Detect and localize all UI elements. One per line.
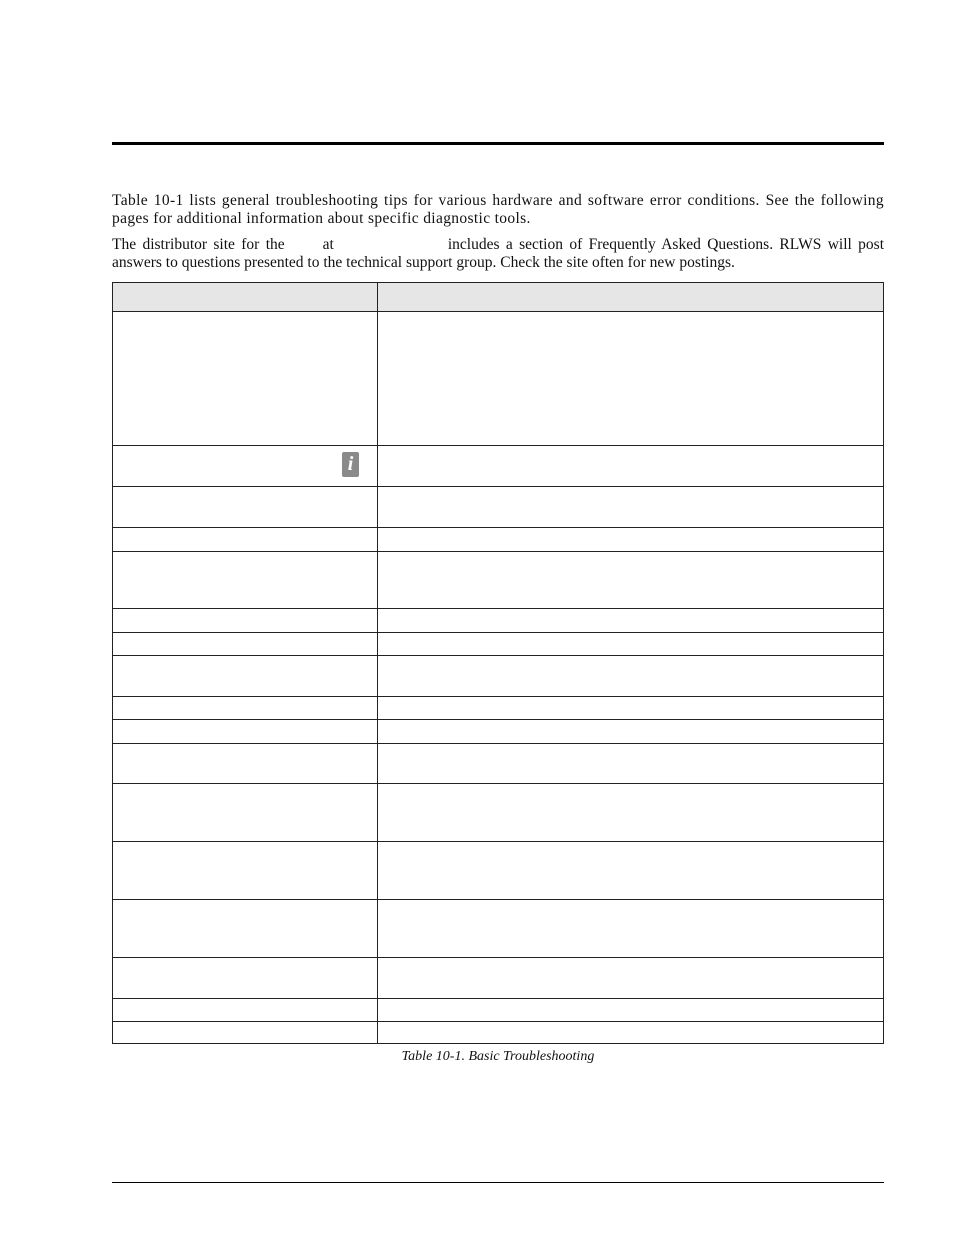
info-icon: i [342, 452, 359, 477]
problem-cell [113, 957, 378, 998]
solution-cell [378, 551, 884, 608]
solution-cell [378, 487, 884, 527]
table-row [113, 312, 884, 446]
problem-cell [113, 842, 378, 899]
table-row [113, 446, 884, 487]
problem-cell [113, 899, 378, 957]
problem-cell [113, 784, 378, 842]
table-row [113, 632, 884, 655]
problem-cell [113, 551, 378, 608]
intro-paragraph-1: Table 10-1 lists general troubleshooting tips for various hardware and software error conditions. See the following pages for additional information about specific diagnostic tools. [112, 192, 884, 227]
solution-cell [378, 998, 884, 1021]
table-caption: Table 10-1. Basic Troubleshooting [401, 1049, 595, 1064]
table-row [113, 842, 884, 899]
header-cell-problem [113, 283, 378, 312]
table-row [113, 697, 884, 720]
solution-cell [378, 720, 884, 744]
solution-cell [378, 312, 884, 446]
intro-paragraph-2-part-2: at [322, 236, 334, 253]
problem-cell [113, 697, 378, 720]
table-row [113, 527, 884, 551]
solution-cell [378, 1021, 884, 1043]
table-row [113, 720, 884, 744]
table-row [113, 998, 884, 1021]
solution-cell [378, 842, 884, 899]
problem-cell [113, 744, 378, 784]
solution-cell [378, 446, 884, 487]
table-row [113, 655, 884, 696]
header-cell-solution [378, 283, 884, 312]
problem-cell [113, 487, 378, 527]
solution-cell [378, 608, 884, 632]
solution-cell [378, 744, 884, 784]
bottom-rule [112, 1182, 884, 1183]
troubleshooting-table [112, 282, 884, 1044]
solution-cell [378, 899, 884, 957]
table-row [113, 784, 884, 842]
intro-paragraph-2-part-1: The distributor site for the [112, 236, 285, 253]
table-row [113, 1021, 884, 1043]
solution-cell [378, 632, 884, 655]
problem-cell [113, 527, 378, 551]
problem-cell [113, 632, 378, 655]
table-row [113, 551, 884, 608]
solution-cell [378, 527, 884, 551]
table-row [113, 957, 884, 998]
problem-cell [113, 655, 378, 696]
problem-cell [113, 1021, 378, 1043]
table-row [113, 899, 884, 957]
solution-cell [378, 697, 884, 720]
intro-paragraph-2 [112, 236, 884, 272]
problem-cell [113, 312, 378, 446]
problem-cell [113, 720, 378, 744]
top-rule [112, 142, 884, 145]
table-header-row [113, 283, 884, 312]
intro-paragraph-2-part-3: includes a section of Frequently Asked Questions. RLWS will post answers to questions presented to the technical support group. Check the site often for new postings. [112, 236, 884, 271]
solution-cell [378, 784, 884, 842]
solution-cell [378, 957, 884, 998]
table-row [113, 487, 884, 527]
problem-cell [113, 446, 378, 487]
solution-cell [378, 655, 884, 696]
table-row [113, 608, 884, 632]
table-body [113, 312, 884, 1044]
problem-cell [113, 998, 378, 1021]
table-row [113, 744, 884, 784]
problem-cell [113, 608, 378, 632]
